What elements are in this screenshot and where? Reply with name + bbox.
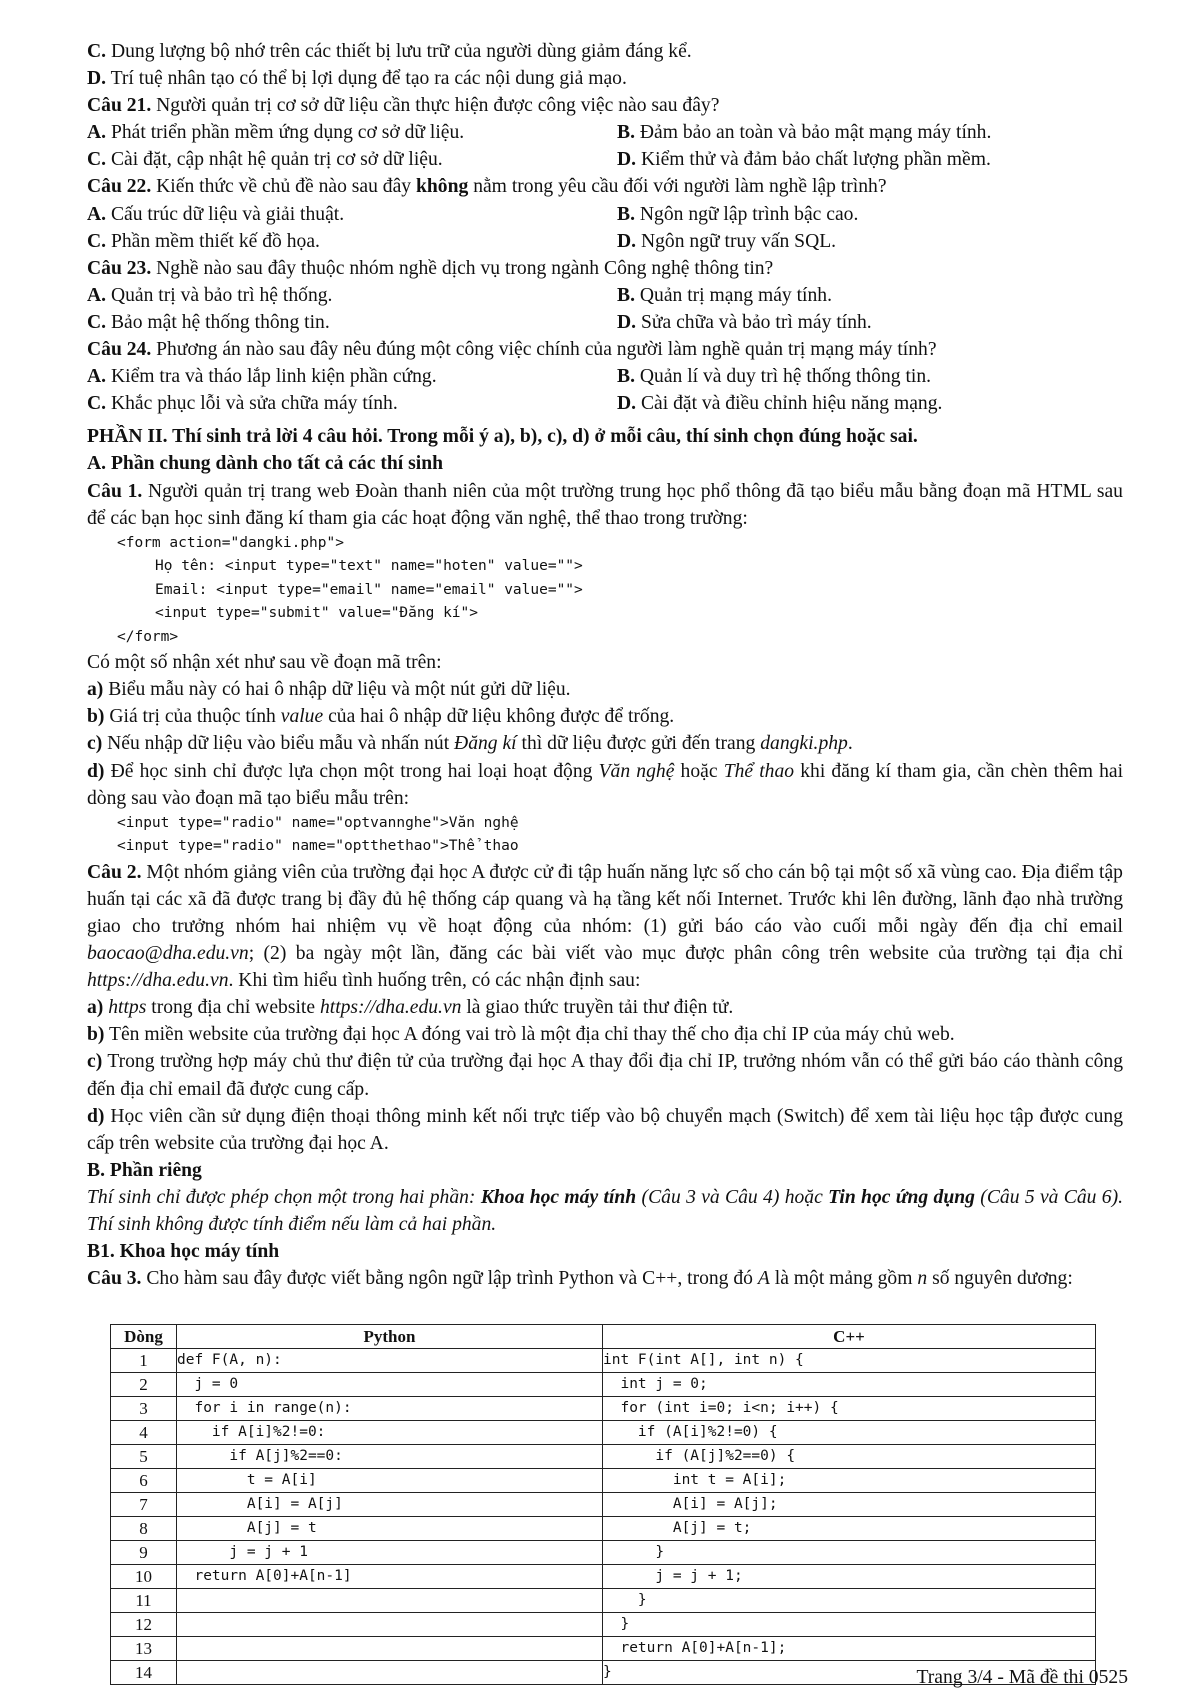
line-number-cell: 13	[111, 1637, 177, 1661]
table-row	[111, 1517, 1096, 1541]
python-code-cell: return A[0]+A[n-1]	[177, 1565, 603, 1589]
line-number-cell: 14	[111, 1661, 177, 1685]
p2-question-3: Câu 3. Cho hàm sau đây được viết bằng ngôn ngữ lập trình Python và C++, trong đó A là một mảng gồm n số nguyên dương:	[87, 1268, 1073, 1290]
line-number-cell: 7	[111, 1493, 177, 1517]
q20-option-c: C. Dung lượng bộ nhớ trên các thiết bị lưu trữ của người dùng giảm đáng kể.	[87, 41, 692, 62]
p2q1-statement-c: c) Nếu nhập dữ liệu vào biểu mẫu và nhấn nút Đăng kí thì dữ liệu được gửi đến trang dangki.php.	[87, 733, 853, 755]
code-comparison-table	[110, 1324, 1096, 1685]
python-code-cell: if A[i]%2!=0:	[177, 1421, 603, 1445]
cpp-code-cell: }	[603, 1589, 1096, 1613]
q24-option-b: B. Quản lí và duy trì hệ thống thông tin.	[617, 366, 932, 388]
line-number-cell: 6	[111, 1469, 177, 1493]
section-b-heading: B. Phần riêng	[87, 1159, 202, 1181]
cpp-code-cell: int t = A[i];	[603, 1469, 1096, 1493]
table-row	[111, 1421, 1096, 1445]
cpp-code-cell: }	[603, 1661, 1096, 1685]
q22-option-a: A. Cấu trúc dữ liệu và giải thuật.	[87, 203, 345, 225]
code-table-body	[111, 1349, 1096, 1685]
python-code-cell: t = A[i]	[177, 1469, 603, 1493]
exam-page	[87, 38, 1123, 1292]
q21-option-c: C. Cài đặt, cập nhật hệ quản trị cơ sở dữ liệu.	[87, 149, 443, 171]
p2q2-statement-c: c) Trong trường hợp máy chủ thư điện tử của trường đại học A thay đổi địa chỉ IP, trưởng nhóm vẫn có thể gửi báo cáo thành công đến địa chỉ email đã được cung cấp.	[87, 1051, 1124, 1100]
p2q2-statement-d: d) Học viên cần sử dụng điện thoại thông minh kết nối trực tiếp vào bộ chuyển mạch (Switch) để xem tài liệu học tập được cung cấp trên website của trường đại học A.	[87, 1105, 1123, 1154]
section-a-heading: A. Phần chung dành cho tất cả các thí sinh	[87, 453, 444, 475]
line-number-cell: 2	[111, 1373, 177, 1397]
table-row	[111, 1349, 1096, 1373]
line-number-cell: 3	[111, 1397, 177, 1421]
q24-options-row-1	[87, 363, 1123, 390]
table-row	[111, 1637, 1096, 1661]
python-code-cell: j = 0	[177, 1373, 603, 1397]
cpp-code-cell: int F(int A[], int n) {	[603, 1349, 1096, 1373]
table-row	[111, 1541, 1096, 1565]
table-row	[111, 1589, 1096, 1613]
p2-question-2: Câu 2. Một nhóm giảng viên của trường đại học A được cử đi tập huấn năng lực số cho cán bộ tại một số xã vùng cao. Địa điểm tập huấn tại các xã đã được trang bị đầy đủ hệ thống cáp quang và hạ tầng kết nối Internet. Trước khi lên đường, lãnh đạo nhà trường giao cho trưởng nhóm hai nhiệm vụ về hoạt động của nhóm: (1) gửi báo cáo vào cuối mỗi ngày đến địa chỉ email baocao@dha.edu.vn; (2) ba ngày một lần, đăng các bài viết vào mục được phân công trên website của trường tại địa chỉ https://dha.edu.vn. Khi tìm hiểu tình huống trên, có các nhận định sau:	[87, 861, 1123, 992]
code-line: </form>	[117, 628, 179, 645]
line-number-cell: 8	[111, 1517, 177, 1541]
q24-option-c: C. Khắc phục lỗi và sửa chữa máy tính.	[87, 393, 398, 415]
q24-options-row-2	[87, 390, 1123, 417]
code-line: Họ tên: <input type="text" name="hoten" value="">	[155, 558, 583, 575]
python-code-cell: A[i] = A[j]	[177, 1493, 603, 1517]
column-header-python: Python	[177, 1325, 603, 1349]
cpp-code-cell: A[i] = A[j];	[603, 1493, 1096, 1517]
cpp-code-cell: if (A[j]%2==0) {	[603, 1445, 1096, 1469]
column-header-line: Dòng	[111, 1325, 177, 1349]
table-header-row	[111, 1325, 1096, 1349]
section-b-note: Thí sinh chỉ được phép chọn một trong hai phần: Khoa học máy tính (Câu 3 và Câu 4) hoặc Tin học ứng dụng (Câu 5 và Câu 6). Thí sinh không được tính điểm nếu làm cả hai phần.	[87, 1186, 1124, 1235]
q23-option-d: D. Sửa chữa và bảo trì máy tính.	[617, 311, 872, 333]
python-code-cell: for i in range(n):	[177, 1397, 603, 1421]
q22-options-row-2	[87, 228, 1123, 255]
code-line: <form action="dangki.php">	[117, 534, 344, 551]
q20-option-d: D. Trí tuệ nhân tạo có thể bị lợi dụng để tạo ra các nội dung giả mạo.	[87, 68, 627, 90]
q21-option-b: B. Đảm bảo an toàn và bảo mật mạng máy tính.	[617, 122, 992, 144]
cpp-code-cell: return A[0]+A[n-1];	[603, 1637, 1096, 1661]
line-number-cell: 1	[111, 1349, 177, 1373]
q23-option-b: B. Quản trị mạng máy tính.	[617, 284, 832, 306]
cpp-code-cell: A[j] = t;	[603, 1517, 1096, 1541]
p2q1-statement-d: d) Để học sinh chỉ được lựa chọn một trong hai loại hoạt động Văn nghệ hoặc Thể thao khi đăng kí tham gia, cần chèn thêm hai dòng sau vào đoạn mã tạo biểu mẫu trên:	[87, 760, 1124, 809]
line-number-cell: 4	[111, 1421, 177, 1445]
cpp-code-cell: int j = 0;	[603, 1373, 1096, 1397]
section-b1-heading: B1. Khoa học máy tính	[87, 1241, 280, 1263]
p2q2-statement-b: b) Tên miền website của trường đại học A đóng vai trò là một địa chỉ thay thế cho địa chỉ IP của máy chủ web.	[87, 1024, 955, 1046]
python-code-cell	[177, 1637, 603, 1661]
cpp-code-cell: for (int i=0; i<n; i++) {	[603, 1397, 1096, 1421]
q23-option-c: C. Bảo mật hệ thống thông tin.	[87, 311, 330, 333]
p2q1-intro: Có một số nhận xét như sau về đoạn mã trên:	[87, 652, 442, 674]
p2q1-statement-b: b) Giá trị của thuộc tính value của hai ô nhập dữ liệu không được để trống.	[87, 706, 675, 728]
q23-options-row-2	[87, 309, 1123, 336]
question-22: Câu 22. Kiến thức về chủ đề nào sau đây không nằm trong yêu cầu đối với người làm nghề lập trình?	[87, 176, 887, 198]
line-number-cell: 5	[111, 1445, 177, 1469]
table-row	[111, 1397, 1096, 1421]
q23-options-row-1	[87, 282, 1123, 309]
table-row	[111, 1613, 1096, 1637]
python-code-cell	[177, 1661, 603, 1685]
code-line: <input type="submit" value="Đăng kí">	[155, 605, 479, 622]
q23-option-a: A. Quản trị và bảo trì hệ thống.	[87, 284, 333, 306]
p2-question-1: Câu 1. Người quản trị trang web Đoàn thanh niên của một trường trung học phổ thông đã tạo biểu mẫu bằng đoạn mã HTML sau để các bạn học sinh đăng kí tham gia các hoạt động văn nghệ, thể thao trong trường:	[87, 480, 1123, 529]
q22-options-row-1	[87, 201, 1123, 228]
part-2-heading: PHẦN II. Thí sinh trả lời 4 câu hỏi. Trong mỗi ý a), b), c), d) ở mỗi câu, thí sinh chọn đúng hoặc sai.	[87, 426, 918, 448]
code-line: <input type="radio" name="optthethao">Thể thao	[117, 838, 519, 855]
question-21: Câu 21. Người quản trị cơ sở dữ liệu cần thực hiện được công việc nào sau đây?	[87, 95, 720, 117]
table-row	[111, 1445, 1096, 1469]
question-24: Câu 24. Phương án nào sau đây nêu đúng một công việc chính của người làm nghề quản trị mạng máy tính?	[87, 339, 937, 361]
q22-option-c: C. Phần mềm thiết kế đồ họa.	[87, 230, 320, 252]
cpp-code-cell: }	[603, 1613, 1096, 1637]
line-number-cell: 12	[111, 1613, 177, 1637]
table-row	[111, 1565, 1096, 1589]
python-code-cell	[177, 1589, 603, 1613]
q24-option-d: D. Cài đặt và điều chỉnh hiệu năng mạng.	[617, 393, 943, 415]
column-header-cpp: C++	[603, 1325, 1096, 1349]
python-code-cell: if A[j]%2==0:	[177, 1445, 603, 1469]
cpp-code-cell: }	[603, 1541, 1096, 1565]
python-code-cell: def F(A, n):	[177, 1349, 603, 1373]
line-number-cell: 11	[111, 1589, 177, 1613]
table-row	[111, 1373, 1096, 1397]
python-code-cell: j = j + 1	[177, 1541, 603, 1565]
q21-option-d: D. Kiểm thử và đảm bảo chất lượng phần mềm.	[617, 149, 991, 171]
question-23: Câu 23. Nghề nào sau đây thuộc nhóm nghề dịch vụ trong ngành Công nghệ thông tin?	[87, 257, 774, 279]
code-line: <input type="radio" name="optvannghe">Văn nghệ	[117, 814, 519, 831]
cpp-code-cell: j = j + 1;	[603, 1565, 1096, 1589]
cpp-code-cell: if (A[i]%2!=0) {	[603, 1421, 1096, 1445]
line-number-cell: 9	[111, 1541, 177, 1565]
q21-option-a: A. Phát triển phần mềm ứng dụng cơ sở dữ liệu.	[87, 122, 465, 144]
q24-option-a: A. Kiểm tra và tháo lắp linh kiện phần cứng.	[87, 366, 437, 388]
q21-options-row-2	[87, 146, 1123, 173]
q22-option-b: B. Ngôn ngữ lập trình bậc cao.	[617, 203, 859, 225]
q21-options-row-1	[87, 119, 1123, 146]
python-code-cell	[177, 1613, 603, 1637]
p2q2-statement-a: a) https trong địa chỉ website https://dha.edu.vn là giao thức truyền tải thư điện tử.	[87, 997, 734, 1019]
python-code-cell: A[j] = t	[177, 1517, 603, 1541]
page-footer: Trang 3/4 - Mã đề thi 0525	[916, 1667, 1128, 1688]
q22-option-d: D. Ngôn ngữ truy vấn SQL.	[617, 230, 837, 252]
code-line: Email: <input type="email" name="email" value="">	[155, 581, 583, 598]
table-row	[111, 1493, 1096, 1517]
table-row	[111, 1469, 1096, 1493]
line-number-cell: 10	[111, 1565, 177, 1589]
p2q1-statement-a: a) Biểu mẫu này có hai ô nhập dữ liệu và một nút gửi dữ liệu.	[87, 679, 571, 701]
